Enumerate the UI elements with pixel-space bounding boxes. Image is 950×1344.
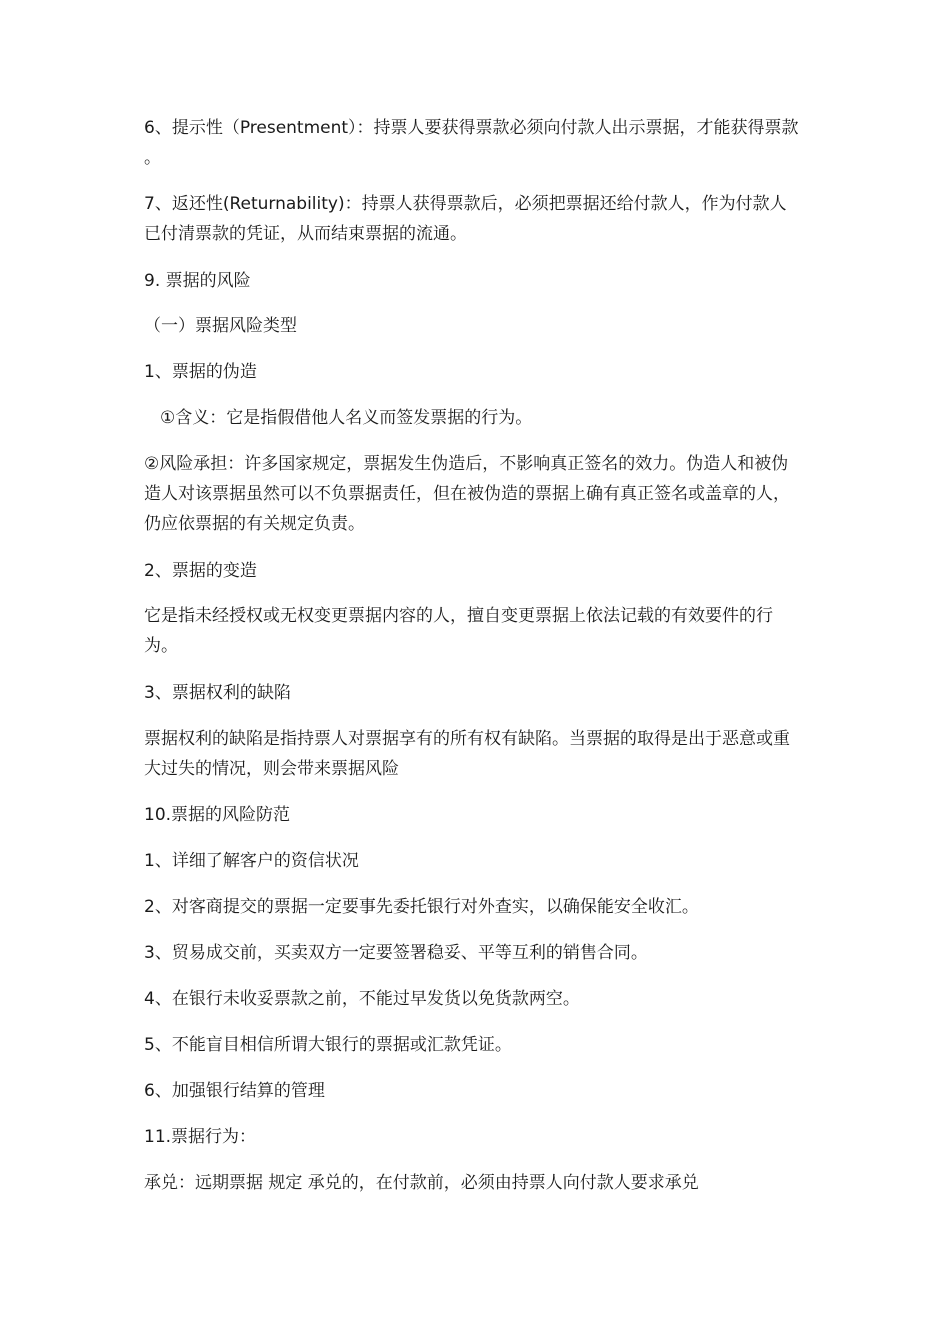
list-item-prevention-1: 1、详细了解客户的资信状况 — [144, 851, 359, 871]
paragraph-presentment: 6、提示性（Presentment）：持票人要获得票款必须向付款人出示票据，才能获得票款 。 — [144, 118, 799, 168]
heading-risk-types: （一）票据风险类型 — [144, 316, 297, 336]
list-item-prevention-6: 6、加强银行结算的管理 — [144, 1081, 325, 1101]
paragraph-returnability: 7、返还性(Returnability)：持票人获得票款后，必须把票据还给付款人，作为付款人已付清票款的凭证，从而结束票据的流通。 — [144, 194, 787, 244]
heading-risk-prevention: 10.票据的风险防范 — [144, 805, 291, 825]
heading-forgery: 1、票据的伪造 — [144, 362, 257, 382]
list-item-prevention-5: 5、不能盲目相信所谓大银行的票据或汇款凭证。 — [144, 1035, 512, 1055]
heading-defect: 3、票据权利的缺陷 — [144, 683, 291, 703]
paragraph-forgery-meaning: ①含义：它是指假借他人名义而签发票据的行为。 — [160, 408, 533, 428]
paragraph-forgery-liability: ②风险承担：许多国家规定，票据发生伪造后，不影响真正签名的效力。伪造人和被伪造人对该票据虽然可以不负票据责任，但在被伪造的票据上确有真正签名或盖章的人，仍应依票据的有关规定负责。 — [144, 454, 790, 534]
list-item-prevention-2: 2、对客商提交的票据一定要事先委托银行对外查实，以确保能安全收汇。 — [144, 897, 699, 917]
heading-bill-acts: 11.票据行为： — [144, 1127, 257, 1147]
list-item-prevention-3: 3、贸易成交前，买卖双方一定要签署稳妥、平等互利的销售合同。 — [144, 943, 648, 963]
heading-bill-risk: 9. 票据的风险 — [144, 271, 251, 291]
paragraph-defect: 票据权利的缺陷是指持票人对票据享有的所有权有缺陷。当票据的取得是出于恶意或重大过失的情况，则会带来票据风险 — [144, 729, 790, 779]
list-item-prevention-4: 4、在银行未收妥票款之前，不能过早发货以免货款两空。 — [144, 989, 580, 1009]
heading-alteration: 2、票据的变造 — [144, 561, 257, 581]
paragraph-acceptance: 承兑：远期票据 规定 承兑的，在付款前，必须由持票人向付款人要求承兑 — [144, 1173, 699, 1193]
paragraph-alteration: 它是指未经授权或无权变更票据内容的人，擅自变更票据上依法记载的有效要件的行为。 — [144, 606, 773, 656]
